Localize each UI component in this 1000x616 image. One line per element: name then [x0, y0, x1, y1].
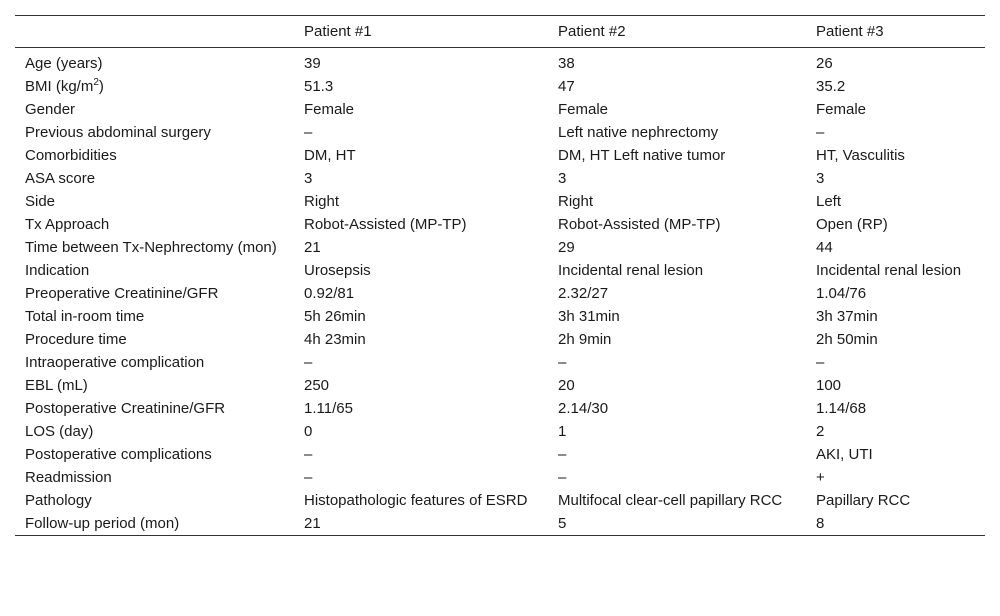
- row-label: [15, 167, 294, 190]
- row-label-text: Time between Tx-Nephrectomy (mon): [25, 239, 277, 256]
- cell-patient-2: Incidental renal lesion: [558, 262, 704, 279]
- cell-patient-1: Histopathologic features of ESRD: [304, 492, 528, 509]
- cell-patient-3: 3h 37min: [816, 308, 878, 325]
- cell-patient-2: Right: [558, 193, 594, 210]
- row-label-text: Side: [25, 193, 56, 210]
- cell-patient-2: 38: [558, 55, 575, 72]
- table-row: [15, 420, 985, 443]
- cell-patient-3: 44: [816, 239, 833, 256]
- row-label: [15, 236, 294, 259]
- row-label: [15, 305, 294, 328]
- row-label: [15, 443, 294, 466]
- cell-patient-1: 51.3: [304, 78, 334, 95]
- row-label-text: BMI (kg/m: [25, 78, 94, 95]
- row-label-text: Pathology: [25, 492, 92, 509]
- row-label: [15, 121, 294, 144]
- table-row: [15, 466, 985, 489]
- row-label: [15, 328, 294, 351]
- row-label: [15, 466, 294, 489]
- table-body: [15, 48, 985, 536]
- cell-patient-1: Urosepsis: [304, 262, 371, 279]
- row-label: [15, 98, 294, 121]
- cell-patient-2: Left native nephrectomy: [558, 124, 719, 141]
- row-label: [15, 75, 294, 98]
- row-label-text: Total in-room time: [25, 308, 145, 325]
- cell-patient-3: –: [816, 354, 825, 371]
- cell-patient-2: 20: [558, 377, 575, 394]
- header-patient-1: Patient #1: [304, 23, 372, 40]
- cell-patient-2: 3: [558, 170, 567, 187]
- cell-patient-3: 3: [816, 170, 825, 187]
- cell-patient-1: 1.11/65: [304, 400, 353, 417]
- cell-patient-1: 0.92/81: [304, 285, 355, 302]
- patient-comparison-table: [15, 15, 985, 536]
- row-label-text: Age (years): [25, 55, 103, 72]
- row-label-text: Indication: [25, 262, 90, 279]
- row-label-text: Preoperative Creatinine/GFR: [25, 285, 219, 302]
- header-row: [15, 16, 985, 48]
- table-row: [15, 489, 985, 512]
- row-label: [15, 351, 294, 374]
- row-label-text: ASA score: [25, 170, 96, 187]
- row-label: [15, 512, 294, 536]
- table-row: [15, 397, 985, 420]
- cell-patient-1: –: [304, 124, 313, 141]
- cell-patient-2: 2h 9min: [558, 331, 612, 348]
- table-row: [15, 190, 985, 213]
- cell-patient-2: 1: [558, 423, 567, 440]
- cell-patient-2: Robot-Assisted (MP-TP): [558, 216, 721, 233]
- row-label: [15, 190, 294, 213]
- row-label: [15, 420, 294, 443]
- table-row: [15, 351, 985, 374]
- table-row: [15, 213, 985, 236]
- cell-patient-3: +: [816, 469, 825, 486]
- cell-patient-1: 21: [304, 515, 321, 532]
- cell-patient-3: 2: [816, 423, 825, 440]
- table-row: [15, 374, 985, 397]
- cell-patient-3: AKI, UTI: [816, 446, 873, 463]
- table-row: [15, 98, 985, 121]
- cell-patient-2: 2.14/30: [558, 400, 609, 417]
- row-label: [15, 48, 294, 76]
- cell-patient-1: 4h 23min: [304, 331, 366, 348]
- cell-patient-3: Papillary RCC: [816, 492, 911, 509]
- row-label-text: Follow-up period (mon): [25, 515, 180, 532]
- cell-patient-1: –: [304, 446, 313, 463]
- cell-patient-2: Female: [558, 101, 609, 118]
- row-label: [15, 259, 294, 282]
- row-label-text: Readmission: [25, 469, 112, 486]
- table-row: [15, 48, 985, 76]
- row-label: [15, 213, 294, 236]
- cell-patient-3: HT, Vasculitis: [816, 147, 905, 164]
- table-row: [15, 512, 985, 536]
- header-patient-3: Patient #3: [816, 23, 884, 40]
- row-label: [15, 489, 294, 512]
- row-label: [15, 282, 294, 305]
- row-label-suffix: ): [98, 78, 104, 95]
- row-label-text: Comorbidities: [25, 147, 117, 164]
- cell-patient-2: DM, HT Left native tumor: [558, 147, 726, 164]
- table-row: [15, 144, 985, 167]
- table-row: [15, 259, 985, 282]
- row-label: [15, 397, 294, 420]
- row-label: [15, 144, 294, 167]
- cell-patient-3: 1.14/68: [816, 400, 867, 417]
- table-row: [15, 236, 985, 259]
- row-label-text: Previous abdominal surgery: [25, 124, 211, 141]
- cell-patient-2: –: [558, 469, 567, 486]
- cell-patient-3: 1.04/76: [816, 285, 867, 302]
- cell-patient-1: 3: [304, 170, 313, 187]
- cell-patient-2: –: [558, 446, 567, 463]
- cell-patient-2: 47: [558, 78, 575, 95]
- row-label-text: Postoperative Creatinine/GFR: [25, 400, 226, 417]
- cell-patient-3: Open (RP): [816, 216, 888, 233]
- cell-patient-1: –: [304, 354, 313, 371]
- cell-patient-1: 250: [304, 377, 330, 394]
- patient-table-container: [15, 15, 985, 536]
- table-row: [15, 282, 985, 305]
- header-label-col: [15, 16, 294, 48]
- table-header: [15, 16, 985, 48]
- row-label-text: EBL (mL): [25, 377, 88, 394]
- cell-patient-3: Female: [816, 101, 867, 118]
- row-label-superscript: 2: [93, 77, 99, 88]
- table-row: [15, 75, 985, 98]
- cell-patient-1: –: [304, 469, 313, 486]
- table-row: [15, 305, 985, 328]
- cell-patient-3: 26: [816, 55, 833, 72]
- cell-patient-2: 29: [558, 239, 575, 256]
- row-label-text: Gender: [25, 101, 76, 118]
- cell-patient-2: Multifocal clear-cell papillary RCC: [558, 492, 783, 509]
- cell-patient-1: 0: [304, 423, 313, 440]
- cell-patient-2: 2.32/27: [558, 285, 609, 302]
- cell-patient-1: DM, HT: [304, 147, 356, 164]
- cell-patient-3: 2h 50min: [816, 331, 878, 348]
- cell-patient-3: Left: [816, 193, 842, 210]
- cell-patient-1: Right: [304, 193, 340, 210]
- cell-patient-1: Robot-Assisted (MP-TP): [304, 216, 467, 233]
- cell-patient-1: 5h 26min: [304, 308, 366, 325]
- header-patient-2: Patient #2: [558, 23, 626, 40]
- cell-patient-3: Incidental renal lesion: [816, 262, 962, 279]
- cell-patient-1: 39: [304, 55, 321, 72]
- row-label-text: Postoperative complications: [25, 446, 212, 463]
- cell-patient-2: –: [558, 354, 567, 371]
- cell-patient-3: 8: [816, 515, 825, 532]
- cell-patient-3: 100: [816, 377, 842, 394]
- cell-patient-1: 21: [304, 239, 321, 256]
- cell-patient-1: Female: [304, 101, 355, 118]
- table-row: [15, 328, 985, 351]
- row-label-text: Intraoperative complication: [25, 354, 205, 371]
- table-row: [15, 167, 985, 190]
- row-label-text: Tx Approach: [25, 216, 110, 233]
- cell-patient-3: –: [816, 124, 825, 141]
- row-label-text: Procedure time: [25, 331, 127, 348]
- cell-patient-3: 35.2: [816, 78, 846, 95]
- table-row: [15, 121, 985, 144]
- table-row: [15, 443, 985, 466]
- cell-patient-2: 5: [558, 515, 567, 532]
- row-label: [15, 374, 294, 397]
- row-label-text: LOS (day): [25, 423, 94, 440]
- cell-patient-2: 3h 31min: [558, 308, 620, 325]
